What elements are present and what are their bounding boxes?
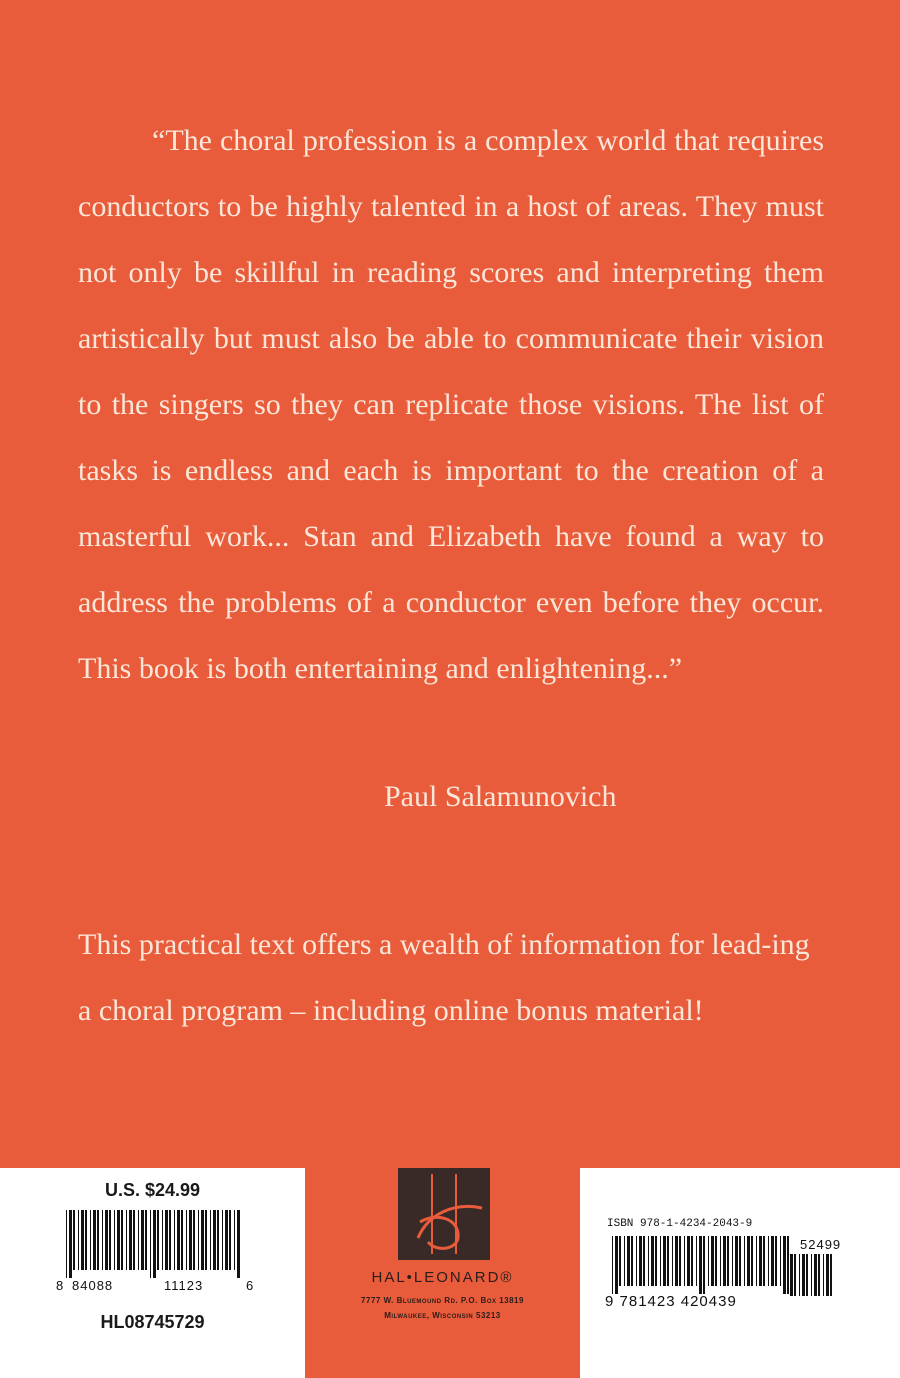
barcode-bar	[234, 1210, 235, 1270]
barcode-bar	[763, 1236, 765, 1286]
upc-left-digits: 84088	[72, 1278, 114, 1293]
promo-text: This practical text offers a wealth of information for lead-ing a choral program – including online bonus material!	[78, 928, 810, 1027]
barcode-bar	[826, 1254, 829, 1296]
publisher-name: HAL•LEONARD®	[371, 1269, 514, 1286]
barcode-bar	[126, 1210, 127, 1270]
barcode-bar	[117, 1210, 120, 1270]
barcode-bar	[69, 1210, 72, 1278]
barcode-bar	[205, 1210, 207, 1270]
ean-barcode	[612, 1236, 790, 1294]
barcode-bar	[102, 1210, 103, 1270]
barcode-bar	[783, 1236, 786, 1294]
barcode-bar	[723, 1236, 726, 1286]
barcode-bar	[787, 1236, 789, 1294]
barcode-bar	[181, 1210, 183, 1270]
barcode-bar	[225, 1210, 228, 1270]
barcode-bar	[672, 1236, 673, 1286]
barcode-bar	[217, 1210, 219, 1270]
upc-barcode	[66, 1210, 242, 1278]
barcode-bar	[210, 1210, 211, 1270]
barcode-bar	[109, 1210, 111, 1270]
item-code: HL08745729	[100, 1312, 205, 1332]
barcode-bar	[229, 1210, 231, 1270]
barcode-bar	[114, 1210, 115, 1270]
barcode-bar	[201, 1210, 204, 1270]
barcode-bar	[174, 1210, 175, 1270]
barcode-bar	[687, 1236, 690, 1286]
barcode-bar	[802, 1254, 805, 1296]
price-label: U.S. $24.99	[104, 1180, 201, 1200]
barcode-bar	[735, 1236, 738, 1286]
barcode-bar	[636, 1236, 637, 1286]
barcode-bar	[715, 1236, 717, 1286]
barcode-bar	[612, 1236, 613, 1294]
barcode-bar	[739, 1236, 741, 1286]
barcode-bar	[165, 1210, 168, 1270]
barcode-bar	[237, 1210, 240, 1278]
ean-digits: 9 781423 420439	[605, 1293, 737, 1310]
logo-mark-icon	[398, 1168, 490, 1260]
barcode-bar	[747, 1236, 750, 1286]
barcode-bar	[771, 1236, 774, 1286]
barcode-bar	[651, 1236, 654, 1286]
quote-attribution: Paul Salamunovich	[384, 780, 617, 813]
barcode-bar	[138, 1210, 139, 1270]
barcode-bar	[806, 1254, 808, 1296]
barcode-bar	[699, 1236, 702, 1294]
barcode-bar	[744, 1236, 745, 1286]
barcode-bar	[186, 1210, 187, 1270]
barcode-bar	[679, 1236, 681, 1286]
barcode-bar	[794, 1254, 796, 1296]
barcode-bar	[619, 1236, 621, 1286]
barcode-bar	[727, 1236, 729, 1286]
barcode-bar	[667, 1236, 669, 1286]
barcode-bar	[830, 1254, 832, 1296]
barcode-bar	[627, 1236, 630, 1286]
barcode-bar	[90, 1210, 91, 1270]
barcode-bar	[759, 1236, 762, 1286]
barcode-bar	[129, 1210, 132, 1270]
barcode-bar	[732, 1236, 733, 1286]
barcode-bar	[823, 1254, 824, 1296]
barcode-bar	[81, 1210, 84, 1270]
barcode-bar	[711, 1236, 714, 1286]
barcode-bar	[799, 1254, 800, 1296]
barcode-bar	[193, 1210, 195, 1270]
barcode-bar	[655, 1236, 657, 1286]
barcode-bar	[768, 1236, 769, 1286]
barcode-bar	[97, 1210, 99, 1270]
barcode-bar	[615, 1236, 618, 1294]
barcode-bar	[663, 1236, 666, 1286]
barcode-bar	[189, 1210, 192, 1270]
barcode-bar	[177, 1210, 180, 1270]
barcode-bar	[639, 1236, 642, 1286]
upc-first-digit: 8	[56, 1278, 65, 1293]
barcode-bar	[145, 1210, 147, 1270]
price-addon-digits: 52499	[800, 1237, 842, 1252]
barcode-bar	[150, 1210, 151, 1278]
barcode-bar	[121, 1210, 123, 1270]
hal-leonard-logo	[398, 1168, 490, 1260]
price-addon-barcode	[790, 1254, 836, 1304]
barcode-bar	[624, 1236, 625, 1286]
barcode-bar	[675, 1236, 678, 1286]
barcode-bar	[720, 1236, 721, 1286]
upc-last-digit: 6	[246, 1278, 255, 1293]
barcode-bar	[133, 1210, 135, 1270]
barcode-bar	[684, 1236, 685, 1286]
barcode-bar	[780, 1236, 781, 1286]
barcode-bar	[198, 1210, 199, 1270]
barcode-bar	[648, 1236, 649, 1286]
barcode-bar	[153, 1210, 156, 1278]
barcode-bar	[169, 1210, 171, 1270]
barcode-bar	[811, 1254, 812, 1296]
isbn-label: ISBN 978-1-4234-2043-9	[607, 1218, 753, 1230]
barcode-bar	[818, 1254, 820, 1296]
barcode-bar	[814, 1254, 817, 1296]
barcode-bar	[222, 1210, 223, 1270]
barcode-bar	[790, 1254, 793, 1296]
barcode-bar	[751, 1236, 753, 1286]
endorsement-quote: “The choral profession is a complex world that requires conductors to be highly talented in a host of areas. They must not only be skillful in reading scores and interpreting them artistically but must also be able to communicate their vision to the singers so they can replicate those visions. The list of tasks is endless and each is important to the creation of a masterful work... Stan and Elizabeth have found a way to address the problems of a conductor even before they occur. This book is both entertaining and enlightening...”	[78, 124, 824, 685]
barcode-bar	[703, 1236, 705, 1294]
barcode-bar	[213, 1210, 216, 1270]
barcode-bar	[141, 1210, 144, 1270]
barcode-bar	[66, 1210, 67, 1278]
barcode-bar	[691, 1236, 693, 1286]
barcode-bar	[660, 1236, 661, 1286]
barcode-bar	[78, 1210, 79, 1270]
barcode-bar	[775, 1236, 777, 1286]
barcode-bar	[756, 1236, 757, 1286]
barcode-bar	[708, 1236, 709, 1286]
barcode-bar	[85, 1210, 87, 1270]
barcode-bar	[696, 1236, 697, 1286]
barcode-bar	[631, 1236, 633, 1286]
barcode-bar	[162, 1210, 163, 1270]
barcode-bar	[93, 1210, 96, 1270]
barcode-bar	[73, 1210, 75, 1270]
barcode-bar	[157, 1210, 159, 1270]
publisher-address-line2: Milwaukee, Wisconsin 53213	[384, 1311, 501, 1320]
barcode-bar	[105, 1210, 108, 1270]
upc-right-digits: 11123	[164, 1278, 204, 1293]
barcode-bar	[643, 1236, 645, 1286]
publisher-address-line1: 7777 W. Bluemound Rd. P.O. Box 13819	[361, 1296, 524, 1305]
